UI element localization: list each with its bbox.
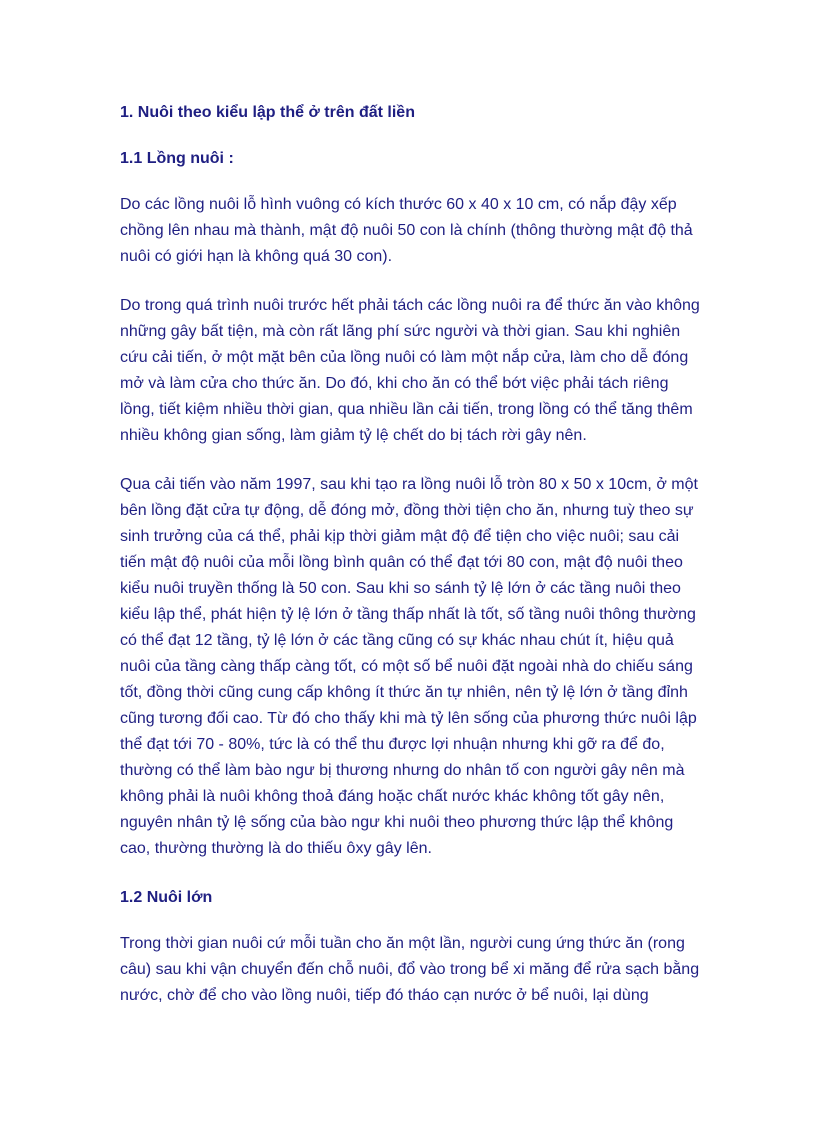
subsection-heading-1-1: 1.1 Lồng nuôi : [120, 150, 234, 167]
section-heading-1: 1. Nuôi theo kiểu lập thể ở trên đất liền [120, 104, 415, 121]
paragraph-2: Do trong quá trình nuôi trước hết phải tách các lồng nuôi ra để thức ăn vào không những gây bất tiện, mà còn rất lãng phí sức người và thời gian. Sau khi nghiên cứu cải tiến, ở một mặt bên của lồng nuôi có làm một nắp cửa, làm cho dễ đóng mở và làm cửa cho thức ăn. Do đó, khi cho ăn có thể bớt việc phải tách riêng lồng, tiết kiệm nhiều thời gian, qua nhiều lần cải tiến, trong lồng có thể tăng thêm nhiều không gian sống, làm giảm tỷ lệ chết do bị tách rời gây nên. [120, 297, 700, 444]
paragraph-1: Do các lồng nuôi lỗ hình vuông có kích thước 60 x 40 x 10 cm, có nắp đậy xếp chồng lên nhau mà thành, mật độ nuôi 50 con là chính (thông thường mật độ thả nuôi có giới hạn là không quá 30 con). [120, 196, 693, 265]
subsection-heading-1-2: 1.2 Nuôi lớn [120, 889, 213, 906]
document-page [120, 100, 700, 1032]
paragraph-4: Trong thời gian nuôi cứ mỗi tuần cho ăn một lần, người cung ứng thức ăn (rong câu) sau khi vận chuyển đến chỗ nuôi, đổ vào trong bể xi măng để rửa sạch bằng nước, chờ để cho vào lồng nuôi, tiếp đó tháo cạn nước ở bể nuôi, lại dùng [120, 935, 700, 1004]
paragraph-3: Qua cải tiến vào năm 1997, sau khi tạo ra lồng nuôi lỗ tròn 80 x 50 x 10cm, ở một bên lồng đặt cửa tự động, dễ đóng mở, đồng thời tiện cho ăn, nhưng tuỳ theo sự sinh trưởng của cá thể, phải kịp thời giảm mật độ để tiện cho việc nuôi; sau cải tiến mật độ nuôi của mỗi lồng bình quân có thể đạt tới 80 con, mật độ nuôi theo kiểu nuôi truyền thống là 50 con. Sau khi so sánh tỷ lệ lớn ở các tầng nuôi theo kiểu lập thể, phát hiện tỷ lệ lớn ở tầng thấp nhất là tốt, số tầng nuôi thông thường có thể đạt 12 tầng, tỷ lệ lớn ở các tầng cũng có sự khác nhau chút ít, hiệu quả nuôi của tầng càng thấp càng tốt, có một số bể nuôi đặt ngoài nhà do chiếu sáng tốt, đồng thời cũng cung cấp không ít thức ăn tự nhiên, nên tỷ lệ lớn ở tầng đỉnh cũng tương đối cao. Từ đó cho thấy khi mà tỷ lên sống của phương thức nuôi lập thể đạt tới 70 - 80%, tức là có thể thu được lợi nhuận nhưng khi gỡ ra để đo, thường có thể làm bào ngư bị thương nhưng do nhân tố con người gây nên mà không phải là nuôi không thoả đáng hoặc chất nước khác không tốt gây nên, nguyên nhân tỷ lệ sống của bào ngư khi nuôi theo phương thức lập thể không cao, thường thường là do thiếu ôxy gây lên. [120, 476, 698, 857]
